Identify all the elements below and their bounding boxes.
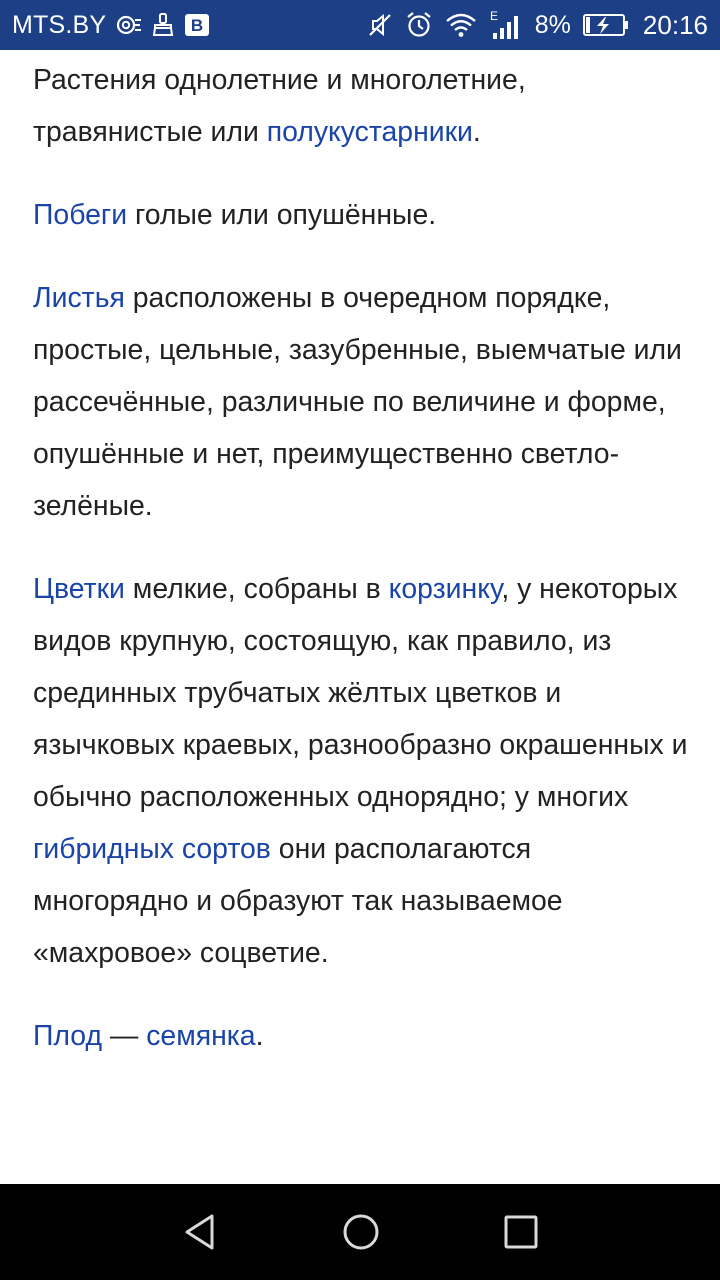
status-bar-right bbox=[367, 9, 720, 41]
paragraph-leaves bbox=[33, 272, 693, 532]
mute-icon bbox=[367, 12, 393, 38]
link-hybrid-cultivars[interactable]: гибридных сортов bbox=[33, 833, 271, 865]
paragraph-fruit bbox=[33, 1010, 693, 1062]
svg-text:B: B bbox=[191, 16, 204, 35]
link-fruit[interactable]: Плод bbox=[33, 1020, 103, 1052]
paragraph-flowers bbox=[33, 563, 693, 979]
cleaner-icon bbox=[152, 13, 174, 37]
signal-icon bbox=[489, 9, 523, 41]
battery-charging-icon bbox=[583, 13, 629, 37]
navigation-bar bbox=[0, 1184, 720, 1280]
article-body bbox=[33, 54, 693, 1093]
paragraph-text: Растения однолетние и многолетние, травянистые или bbox=[33, 64, 526, 148]
paragraph-description bbox=[33, 54, 693, 158]
link-leaves[interactable]: Листья bbox=[33, 282, 125, 314]
paragraph-text: расположены в очередном порядке, простые, цельные, зазубренные, выемчатые или рассечённые, различные по величине и форме, опушённые и нет, преимущественно светло-зелёные. bbox=[33, 282, 682, 522]
status-bar-left bbox=[0, 11, 210, 40]
status-bar bbox=[0, 0, 720, 50]
network-type-label: E bbox=[489, 9, 498, 23]
paragraph-text: . bbox=[255, 1020, 264, 1052]
clock: 20:16 bbox=[642, 9, 708, 40]
recent-apps-button[interactable] bbox=[461, 1184, 581, 1280]
link-capitulum[interactable]: корзинку bbox=[388, 573, 502, 605]
paragraph-text: . bbox=[472, 116, 481, 148]
link-shoots[interactable]: Побеги bbox=[33, 199, 128, 231]
home-button[interactable] bbox=[301, 1184, 421, 1280]
battery-percent: 8% bbox=[534, 10, 571, 39]
back-button[interactable] bbox=[141, 1184, 261, 1280]
data-saver-icon bbox=[116, 14, 142, 36]
wifi-icon bbox=[445, 12, 477, 38]
paragraph-text: они располагаются многорядно и образуют так называемое «махровое» соцветие. bbox=[33, 833, 563, 969]
carrier-name: MTS.BY bbox=[12, 10, 107, 39]
paragraph-shoots bbox=[33, 189, 693, 241]
alarm-icon bbox=[405, 11, 433, 39]
paragraph-text: мелкие, собраны в bbox=[124, 573, 389, 605]
paragraph-text: голые или опушённые. bbox=[127, 199, 437, 231]
paragraph-text: , у некоторых видов крупную, состоящую, как правило, из срединных трубчатых жёлтых цветков и язычковых краевых, разнообразно окрашенных и обычно расположенных однорядно; у многих bbox=[33, 573, 688, 813]
link-subshrubs[interactable]: полукустарники bbox=[266, 116, 473, 148]
paragraph-text: — bbox=[102, 1020, 147, 1052]
vk-icon bbox=[184, 13, 210, 37]
link-flowers[interactable]: Цветки bbox=[33, 573, 125, 605]
recent-apps-icon bbox=[501, 1212, 541, 1252]
back-icon bbox=[181, 1212, 221, 1252]
link-achene[interactable]: семянка bbox=[146, 1020, 256, 1052]
home-icon bbox=[341, 1212, 381, 1252]
